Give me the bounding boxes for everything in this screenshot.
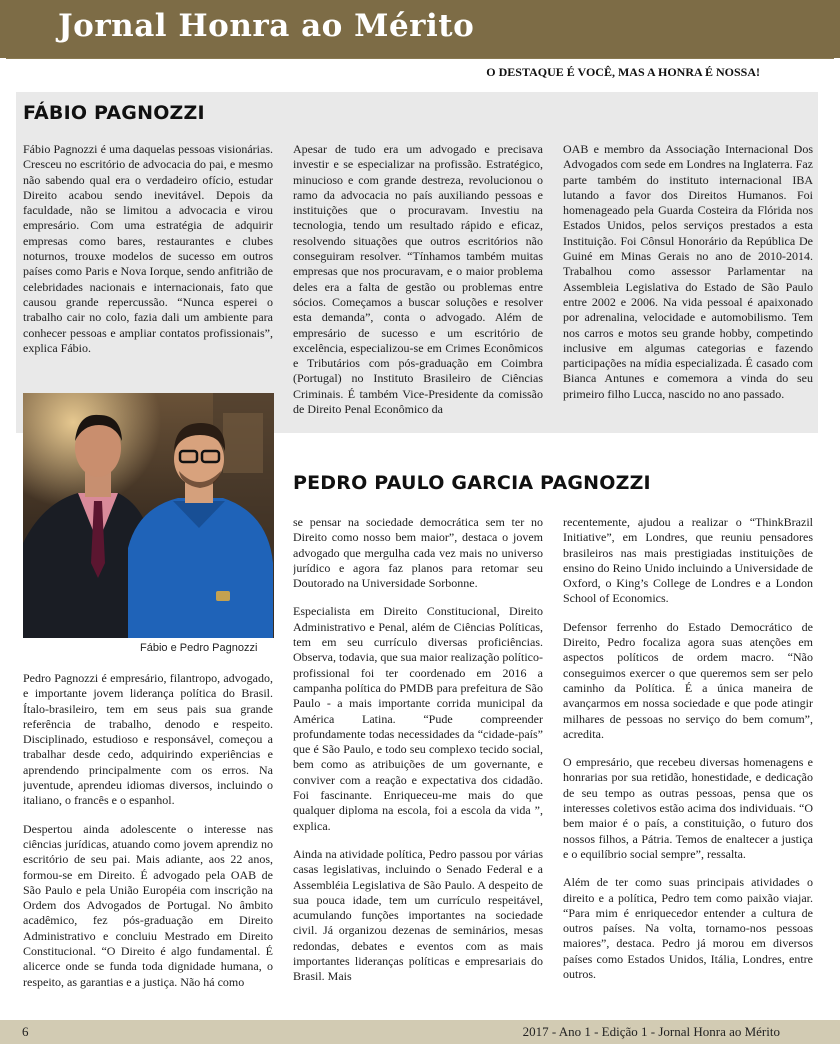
article2-paragraph: Especialista em Direito Constitucional, Direito Administrativo e Penal, além de Ciências Políticas, tem em seu currículo diversas proficiências. Observa, todavia, que sua maior realização político-profissional foi ter coordenado em 2016 a campanha política do PMDB para prefeitura de São Paulo - a mais importante corrida municipal da América Latina. “Pude compreender profundamente todas necessidades da “cidade-país” que é São Paulo, e todo seu complexo tecido social, bem como as atribuições de um governante, e conviver com a reação e expectativa dos cidadão. Foi fascinante. Enriqueceu-me mais do que qualquer diploma na escola, foi a escola da vida ”, explica. <box>293 604 543 833</box>
photo-fabio-pedro <box>23 393 274 638</box>
article1-column-3 <box>563 142 813 427</box>
frame-line <box>6 58 834 59</box>
article2-paragraph: recentemente, ajudou a realizar o “ThinkBrazil Initiative”, em Londres, que reuniu pensadores brasileiros nas mais prestigiadas instituições de ensino do Reino Unido incluindo a Universidade de Oxford, o King’s College de Londres e a London School of Economics. <box>563 515 813 606</box>
article2-column-3 <box>563 515 813 1010</box>
article2-paragraph: Pedro Pagnozzi é empresário, filantropo, advogado, e importante jovem liderança política do Brasil. Ítalo-brasileiro, tem em seus pais sua grande referência de trabalho, denodo e respeito. Disciplinado, estudioso e responsável, começou a trabalhar desde cedo, adquirindo experiências e aprendendo principalmente com os erros. Na juventude, aprendeu idiomas diversos, incluindo o italiano, o francês e o espanhol. <box>23 671 273 808</box>
footer <box>0 1020 840 1044</box>
photo-caption: Fábio e Pedro Pagnozzi <box>140 642 258 654</box>
footer-edition-info: 2017 - Ano 1 - Edição 1 - Jornal Honra ao Mérito <box>522 1024 780 1039</box>
article2-paragraph: Despertou ainda adolescente o interesse nas ciências jurídicas, atuando como jovem aprendiz no escritório de seu pai. Mais adiante, aos 22 anos, formou-se em Direito. É advogado pela OAB de São Paulo e pela União Européia com inscrição na Ordem dos Advogados de Portugal. No âmbito acadêmico, fez pós-graduação em Direito Administrativo e concluiu Mestrado em Direito Constitucional. “O Direito é algo fundamental. É alicerce onde se funda toda dignidade humana, o respeito, as garantias e a justiça. Não há como <box>23 821 273 989</box>
article2-paragraph: se pensar na sociedade democrática sem ter no Direito como nosso bem maior”, destaca o jovem advogado que mergulha cada vez mais no universo jurídico e agora faz planos para retomar seu Doutorado na Universidade Sorbonne. <box>293 515 543 591</box>
tagline: O DESTAQUE É VOCÊ, MAS A HONRA É NOSSA! <box>486 65 760 79</box>
article2-paragraph: Além de ter como suas principais atividades o direito e a política, Pedro tem como paixão viajar. “Para mim é enriquecedor entender a cultura de outros países. Na volta, tornamo-nos pessoas maiores”, destaca. Pedro já morou em diversos países como Estados Unidos, Itália, Londres, entre outros. <box>563 875 813 982</box>
article2-column-2 <box>293 515 543 1010</box>
article1-paragraph: Apesar de tudo era um advogado e precisava investir e se especializar na profissão. Estratégico, minucioso e com grande destreza, revolucionou o ramo da advocacia no país auxiliando pessoas e instituições que o procuravam. Investiu na tecnologia, tendo um resultado rápido e eficaz, resolvendo situações que outros escritórios não conseguiram resolver. “Tínhamos também muitas empresas que nos procuravam, e o maior problema deles era a falta de gestão ou problemas entre sócios. Começamos a buscar soluções e resolver esta demanda”, conta o advogado. Além de empresário de sucesso e um escritório de excelência, especializou-se em Crimes Econômicos e Tributários com pós-graduação em Coimbra (Portugal) no Instituto Brasileiro de Ciências Criminais. É também Vice-Presidente da comissão de Direito Penal Econômico da <box>293 142 543 417</box>
masthead-title: Jornal Honra ao Mérito <box>58 8 475 44</box>
article-heading-fabio: FÁBIO PAGNOZZI <box>23 102 205 124</box>
article-heading-pedro: PEDRO PAULO GARCIA PAGNOZZI <box>293 472 651 494</box>
article1-column-1 <box>23 142 273 382</box>
article2-paragraph: O empresário, que recebeu diversas homenagens e honrarias por sua retidão, honestidade, e dedicação de seu tempo as outras pessoas, pensa que os interesses coletivos estão acima dos individuais. “O bem maior é o país, a constituição, o futuro dos nossos filhos, a Pátria. Temos de enaltecer a justiça e o equilíbrio social sempre”, ressalta. <box>563 755 813 861</box>
article2-paragraph: Defensor ferrenho do Estado Democrático de Direito, Pedro focaliza agora suas atenções em aspectos políticos de ordem macro. “Não conseguimos exercer o que queremos sem ser pelo caminho da Política. É a única maneira de avançarmos em nossa sociedade e que pode atingir milhares de pessoas no serviço do bem comum”, acredita. <box>563 619 813 741</box>
article2-column-1 <box>23 671 273 1011</box>
article1-column-2 <box>293 142 543 427</box>
article1-paragraph: OAB e membro da Associação Internacional Dos Advogados com sede em Londres na Inglaterra. Faz parte também do instituto internacional IBA lutando a favor dos Direitos Humanos. Foi homenageado pela Guarda Costeira da Flórida nos Estados Unidos, pelos serviços prestados a esta Instituição. Foi Cônsul Honorário da República De Guiné em Minas Gerais no ano de 2010-2014. Trabalhou como assessor Parlamentar na Assembleia Legislativa do Estado de São Paulo entre 2002 e 2006. Na vida pessoal é apaixonado por adrenalina, velocidade e automobilismo. Tem nos carros e motos seu grande hobby, competindo inclusive em algumas categorias e fazendo participações na mídia especializada. É casado com Bianca Antunes e comemora a vinda do seu primeiro filho Lucca, nascido no ano passado. <box>563 142 813 401</box>
masthead <box>0 0 840 58</box>
article2-paragraph: Ainda na atividade política, Pedro passou por várias casas legislativas, incluindo o Senado Federal e a Assembléia Legislativa de São Paulo. A despeito de sua pouca idade, tem um currículo respeitável, acumulando funções importantes na sociedade civil. Já organizou dezenas de seminários, mesas redondas, debates e eventos com as mais importantes lideranças políticas e empresariais do Brasil. Mais <box>293 846 543 984</box>
article1-paragraph: Fábio Pagnozzi é uma daquelas pessoas visionárias. Cresceu no escritório de advocacia do pai, e mesmo não sabendo qual era o verdadeiro ofício, estudar Direito acabou sendo inevitável. Depois da faculdade, não se limitou a advocacia e virou empresário. Com uma estratégia de adquirir empresas como bares, restaurantes e clubes noturnos, trouxe modelos de sucesso em outros países como Paris e Nova Iorque, sendo anfitrião de celebridades nacionais e internacionais, fato que causou grande repercussão. “Nunca esperei o trabalho cair no colo, fazia dali um ambiente para conhecer pessoas e ampliar contatos profissionais”, explica Fábio. <box>23 142 273 355</box>
page-number: 6 <box>22 1024 29 1039</box>
